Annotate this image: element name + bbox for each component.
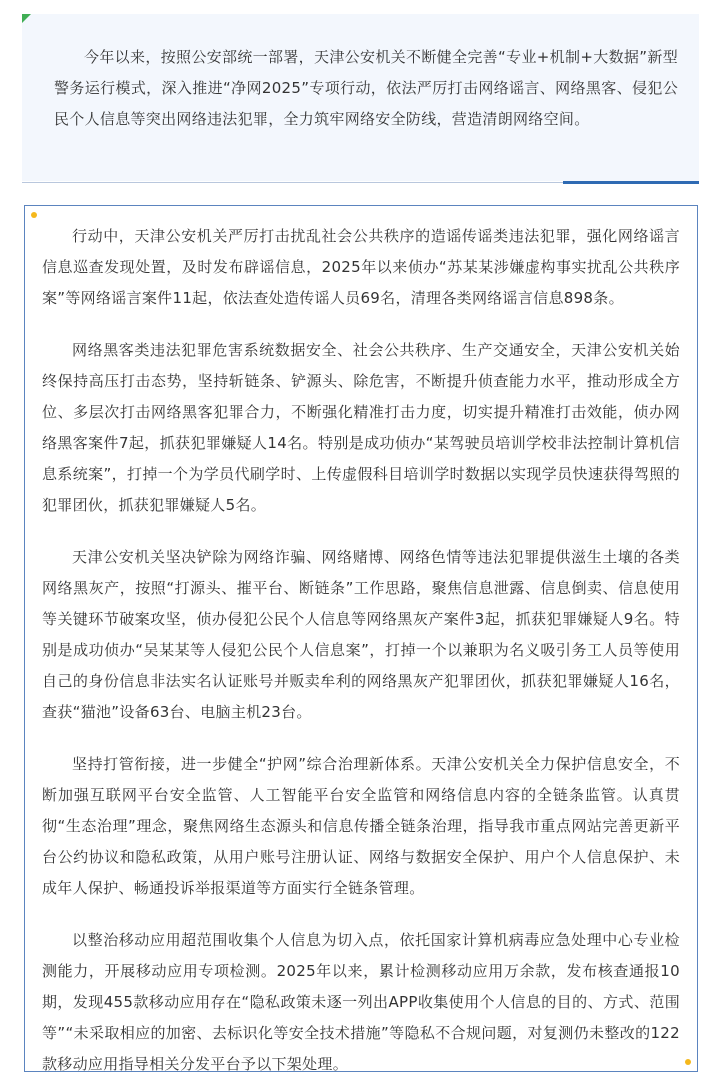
paragraph-app-inspection: 以整治移动应用超范围收集个人信息为切入点，依托国家计算机病毒应急处理中心专业检测能力，开展移动应用专项检测。2025年以来，累计检测移动应用万余款，发布核查通报10期，发现455款移动应用存在“隐私政策未逐一列出APP收集使用个人信息的目的、方式、范围等”“未采取相应的加密、去标识化等安全技术措施”等隐私不合规问题，对复测仍未整改的122款移动应用指导相关分发平台予以下架处理。	[42, 931, 680, 1073]
paragraph-rumor-crackdown: 行动中，天津公安机关严厉打击扰乱社会公共秩序的造谣传谣类违法犯罪，强化网络谣言信息巡查发现处置，及时发布辟谣信息，2025年以来侦办“苏某某涉嫌虚构事实扰乱公共秩序案”等网络谣言案件11起，依法查处造传谣人员69名，清理各类网络谣言信息898条。	[42, 227, 680, 307]
intro-paragraph: 今年以来，按照公安部统一部署，天津公安机关不断健全完善“专业+机制+大数据”新型警务运行模式，深入推进“净网2025”专项行动，依法严厉打击网络谣言、网络黑客、侵犯公民个人信息等突出网络违法犯罪，全力筑牢网络安全防线，营造清朗网络空间。	[54, 48, 678, 128]
article-body	[42, 221, 680, 1080]
main-content-box	[24, 205, 698, 1072]
paragraph-black-gray-industry: 天津公安机关坚决铲除为网络诈骗、网络赌博、网络色情等违法犯罪提供滋生土壤的各类网络黑灰产，按照“打源头、摧平台、断链条”工作思路，聚焦信息泄露、信息倒卖、信息使用等关键环节破案攻坚，侦办侵犯公民个人信息等网络黑灰产案件3起，抓获犯罪嫌疑人9名。特别是成功侦办“吴某某等人侵犯公民个人信息案”，打掉一个以兼职为名义吸引务工人员等使用自己的身份信息非法实名认证账号并贩卖牟利的网络黑灰产犯罪团伙，抓获犯罪嫌疑人16名，查获“猫池”设备63台、电脑主机23台。	[42, 548, 680, 721]
paragraph-governance: 坚持打管衔接，进一步健全“护网”综合治理新体系。天津公安机关全力保护信息安全，不断加强互联网平台安全监管、人工智能平台安全监管和网络信息内容的全链条监管。认真贯彻“生态治理”理念，聚焦网络生态源头和信息传播全链条治理，指导我市重点网站完善更新平台公约协议和隐私政策，从用户账号注册认证、网络与数据安全保护、用户个人信息保护、未成年人保护、畅通投诉举报渠道等方面实行全链条管理。	[42, 755, 680, 897]
corner-dot-icon	[31, 212, 37, 218]
paragraph-hacker-crackdown: 网络黑客类违法犯罪危害系统数据安全、社会公共秩序、生产交通安全，天津公安机关始终保持高压打击态势，坚持斩链条、铲源头、除危害，不断提升侦查能力水平，推动形成全方位、多层次打击网络黑客犯罪合力，不断强化精准打击力度，切实提升精准打击效能，侦办网络黑客案件7起，抓获犯罪嫌疑人14名。特别是成功侦办“某驾驶员培训学校非法控制计算机信息系统案”，打掉一个为学员代刷学时、上传虚假科目培训学时数据以实现学员快速获得驾照的犯罪团伙，抓获犯罪嫌疑人5名。	[42, 341, 680, 514]
corner-triangle-icon	[22, 14, 31, 23]
intro-box	[22, 14, 699, 181]
intro-divider-accent	[563, 181, 699, 184]
corner-dot-icon	[685, 1059, 691, 1065]
